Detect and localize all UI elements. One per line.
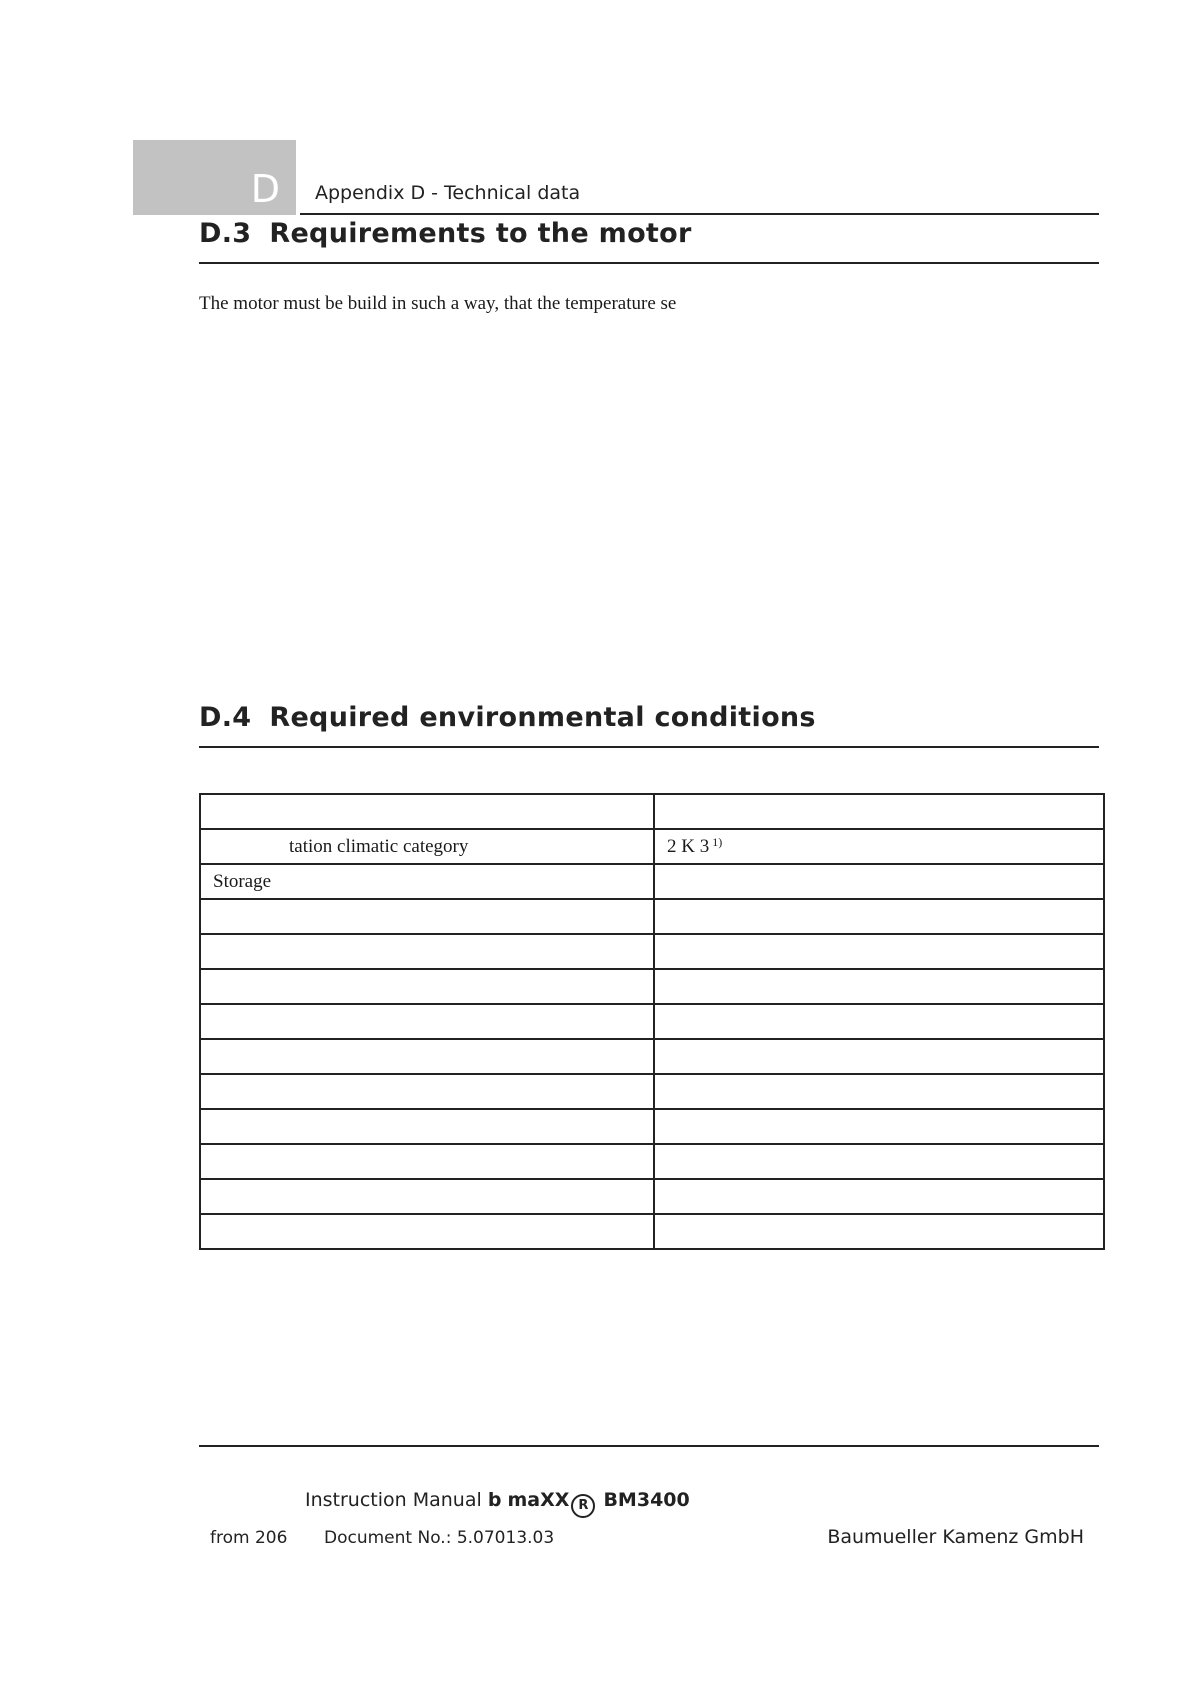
table-row	[200, 794, 1104, 829]
table-cell-value	[654, 1004, 1104, 1039]
section-rule-d3	[199, 262, 1099, 264]
table-cell-label	[200, 1039, 654, 1074]
table-cell-value	[654, 829, 1104, 864]
table-cell-label	[200, 1144, 654, 1179]
table-cell-value	[654, 899, 1104, 934]
table-row	[200, 1004, 1104, 1039]
environment-table	[199, 793, 1105, 1250]
product-b: b	[487, 1489, 502, 1511]
table-cell-label	[200, 1004, 654, 1039]
table-cell-value	[654, 1039, 1104, 1074]
section-heading-d3	[199, 218, 692, 249]
table-cell-label	[200, 969, 654, 1004]
product-maxx: maXX	[507, 1489, 570, 1511]
table-cell-label	[200, 1179, 654, 1214]
section-number: D.4	[199, 702, 252, 733]
product-model: BM3400	[603, 1489, 690, 1511]
table-cell-value	[654, 794, 1104, 829]
table-row	[200, 1214, 1104, 1249]
table-row	[200, 829, 1104, 864]
table-cell-label	[200, 864, 654, 899]
table-cell-value	[654, 1109, 1104, 1144]
table-cell-value	[654, 969, 1104, 1004]
table-row	[200, 934, 1104, 969]
cell-text: tation climatic category	[289, 835, 469, 857]
registered-mark-icon: R	[571, 1494, 595, 1518]
header-rule	[300, 213, 1099, 215]
footer-document-no: Document No.: 5.07013.03	[324, 1528, 555, 1548]
manual-prefix: Instruction Manual	[305, 1489, 482, 1511]
section-rule-d4	[199, 746, 1099, 748]
section-number: D.3	[199, 218, 252, 249]
footnote-marker: 1)	[712, 835, 723, 849]
body-paragraph: The motor must be build in such a way, that the temperature se	[199, 293, 677, 314]
table-cell-label	[200, 899, 654, 934]
table-row	[200, 1179, 1104, 1214]
cell-text: 2 K 3	[667, 836, 710, 857]
table-cell-label	[200, 829, 654, 864]
table-row	[200, 899, 1104, 934]
table-row	[200, 1109, 1104, 1144]
table-row	[200, 969, 1104, 1004]
section-title: Requirements to the motor	[269, 218, 692, 249]
table-cell-value	[654, 1074, 1104, 1109]
section-title: Required environmental conditions	[269, 702, 816, 733]
table-row	[200, 1144, 1104, 1179]
running-header: Appendix D - Technical data	[315, 182, 581, 204]
table-row	[200, 864, 1104, 899]
table-cell-value	[654, 934, 1104, 969]
section-heading-d4	[199, 702, 816, 733]
table-cell-label	[200, 1214, 654, 1249]
table-cell-label	[200, 1109, 654, 1144]
table-cell-value	[654, 1179, 1104, 1214]
cell-text: Storage	[213, 870, 272, 892]
table-cell-value	[654, 864, 1104, 899]
footer-page-ref: from 206	[210, 1528, 288, 1548]
table-cell-label	[200, 1074, 654, 1109]
table-cell-value	[654, 1214, 1104, 1249]
footer-manual-title	[305, 1489, 690, 1518]
footer-rule	[199, 1445, 1099, 1447]
table-cell-label	[200, 934, 654, 969]
chapter-tab	[133, 140, 296, 215]
table-row	[200, 1039, 1104, 1074]
table-cell-value	[654, 1144, 1104, 1179]
chapter-letter: D	[250, 167, 280, 211]
table-row	[200, 1074, 1104, 1109]
table-cell-label	[200, 794, 654, 829]
footer-company: Baumueller Kamenz GmbH	[827, 1526, 1084, 1548]
